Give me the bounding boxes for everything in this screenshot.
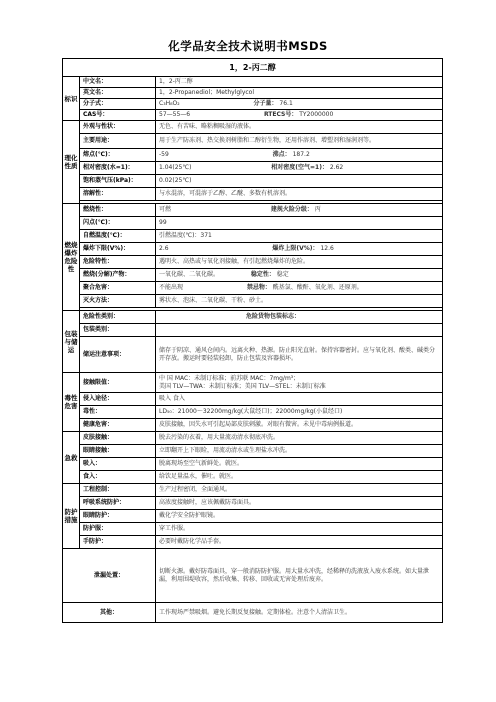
value-limit-cn: 中 国 MAC：未制订标准；前苏联 MAC：7mg/m³； — [159, 374, 300, 382]
label-use: 主要用途： — [80, 134, 156, 149]
value-en-name: 1，2-Propanediol；Methylglycol — [156, 88, 443, 99]
decomposition-row — [156, 269, 443, 282]
value-bp: 187.2 — [292, 151, 310, 158]
label-extinguish: 灭火方法： — [80, 295, 156, 308]
label-storage: 储运注意事项： — [80, 337, 156, 373]
label-health: 健康危害： — [80, 419, 156, 432]
value-spill: 切断火源。戴好防毒面具，穿一般消防防护服。用大量水冲洗，经稀释的洗液放入废水系统。如大量泄漏，利用围堤收容，然后收集、转移、回收或无害处理后废弃。 — [156, 549, 443, 603]
value-solubility: 与水混溶，可混溶于乙醇、乙醚、多数有机溶剂。 — [156, 188, 443, 201]
label-cas: CAS号： — [80, 110, 156, 121]
flammability-row — [156, 204, 443, 217]
section-firstaid: 急救 — [63, 432, 80, 484]
label-eye-protection: 眼睛防护： — [80, 510, 156, 523]
explosion-limits-row — [156, 243, 443, 256]
value-inhale: 脱离现场至空气新鲜处。就医。 — [156, 458, 443, 471]
label-polymerization: 聚合危害： — [80, 282, 156, 295]
label-bp: 沸点： — [272, 151, 291, 158]
label-other: 其他： — [63, 603, 156, 623]
label-fire-class: 建规火险分级： — [270, 206, 313, 213]
label-hazard: 危险特性： — [80, 256, 156, 269]
value-mp: -59 — [159, 151, 169, 158]
value-hand-protection: 必要时戴防化学品手套。 — [156, 536, 443, 549]
value-rtecs: TY2000000 — [299, 111, 334, 118]
value-storage: 储存于阴凉、通风仓间内。远离火种、热源。防止阳光直射。保持容器密封。应与氧化剂、酸类、碱类分开存放。搬运时要轻装轻卸，防止包装及容器损坏。 — [156, 337, 443, 373]
value-ingest: 给饮足量温水，催吐。就医。 — [156, 471, 443, 484]
value-eye: 立即翻开上下眼睑，用流动清水或生理盐水冲洗。 — [156, 445, 443, 458]
value-cn-name: 1，2-丙二醇 — [156, 77, 443, 88]
label-appearance: 外观与性状： — [80, 121, 156, 134]
value-cas: 57—55—6 — [159, 111, 191, 118]
value-eye-protection: 戴化学安全防护眼镜。 — [156, 510, 443, 523]
value-route: 吸入 食入 — [156, 393, 443, 406]
cas-row — [156, 110, 443, 121]
document-title: 化学品安全技术说明书MSDS — [168, 39, 328, 53]
exposure-limit-cell — [156, 373, 443, 393]
label-decomposition: 燃烧(分解)产物： — [80, 269, 156, 282]
label-inhale: 吸入： — [80, 458, 156, 471]
value-uel: 12.6 — [320, 245, 334, 252]
value-incompatible: 酰基氯、酸酐、氧化剂、还原剂。 — [272, 284, 363, 291]
label-cn-name: 中文名： — [80, 77, 156, 88]
label-mp: 熔点(℃)： — [80, 149, 156, 162]
value-vapor-pressure: 0.02(25℃) — [156, 175, 443, 188]
value-lel: 2.6 — [159, 245, 169, 252]
mp-row — [156, 149, 443, 162]
label-mw: 分子量： — [253, 100, 278, 107]
label-en-name: 英文名： — [80, 88, 156, 99]
value-appearance: 无色、有苦味、略粘稠吸湿的液体。 — [156, 121, 443, 134]
value-rel-density: 1.04(25℃) — [159, 164, 192, 171]
formula-row — [156, 99, 443, 110]
label-engineering: 工程控制： — [80, 484, 156, 497]
value-polymerization: 不能出现 — [159, 284, 184, 291]
value-hazard: 遇明火、高热或与氧化剂接触，有引起燃烧爆炸的危险。 — [156, 256, 443, 269]
value-limit-us: 美国 TLV—TWA：未制订标准；美国 TLV—STEL：未制订标准 — [159, 382, 326, 390]
label-exposure-limit: 接触限值： — [80, 373, 156, 393]
label-ingest: 食入： — [80, 471, 156, 484]
label-spill: 泄漏处置： — [63, 549, 156, 603]
label-eye: 眼睛接触： — [80, 445, 156, 458]
label-formula: 分子式： — [80, 99, 156, 110]
section-toxic: 毒性危害 — [63, 373, 80, 432]
value-toxicity: LD₅₀：21000～32200mg/kg(大鼠经口)；22000mg/kg(小鼠经口) — [156, 406, 443, 419]
label-rel-density: 相对密度(水=1)： — [80, 162, 156, 175]
hazard-mark-cell — [156, 311, 443, 324]
label-hazard-class: 危险性类别： — [80, 311, 156, 324]
label-lel: 爆炸下限(V%)： — [80, 243, 156, 256]
label-solubility: 溶解性： — [80, 188, 156, 201]
section-package: 包装与储运 — [63, 311, 80, 373]
section-fire: 燃烧爆炸危险性 — [63, 204, 80, 311]
substance-header: 1，2-丙二醇 — [63, 59, 443, 77]
value-respiratory: 高浓度接触时，应该佩戴防毒面具。 — [156, 497, 443, 510]
value-skin: 脱去污染的衣着，用大量流动清水彻底冲洗。 — [156, 432, 443, 445]
value-stability: 稳定 — [276, 271, 289, 278]
label-route: 侵入途径： — [80, 393, 156, 406]
value-body-protection: 穿工作服。 — [156, 523, 443, 536]
value-formula: C₃H₈O₂ — [159, 100, 180, 107]
label-vapor-pressure: 饱和蒸气压(kPa)： — [80, 175, 156, 188]
label-hazard-mark: 危险货物包装标志： — [246, 313, 301, 320]
label-uel: 爆炸上限(V%)： — [272, 245, 319, 252]
value-mw: 76.1 — [279, 100, 293, 107]
value-extinguish: 雾状水、泡沫、二氧化碳、干粉、砂土。 — [156, 295, 443, 308]
value-other: 工作现场严禁吸烟。避免长期反复接触。定期体检。注意个人清洁卫生。 — [156, 603, 443, 623]
label-incompatible: 禁忌物： — [246, 284, 271, 291]
value-use: 用于生产防冻剂、热交换剂树脂和二醇衍生物，还用作溶剂、增塑剂和湿润剂等。 — [156, 134, 443, 149]
label-vap-density: 相对密度(空气=1)： — [271, 164, 328, 171]
value-flash-point: 99 — [156, 217, 443, 230]
value-engineering: 生产过程密闭，全面通风。 — [156, 484, 443, 497]
label-toxicity: 毒性： — [80, 406, 156, 419]
value-flammability: 可燃 — [159, 206, 172, 213]
section-identity: 标识 — [63, 77, 80, 121]
value-pack-class — [156, 324, 443, 337]
label-autoignition: 自燃温度(℃)： — [80, 230, 156, 243]
label-skin: 皮肤接触： — [80, 432, 156, 445]
value-fire-class: 丙 — [314, 206, 321, 213]
label-hand-protection: 手防护： — [80, 536, 156, 549]
label-rtecs: RTECS号： — [263, 111, 298, 118]
label-flammability: 燃烧性： — [80, 204, 156, 217]
value-health: 皮肤接触，因失水可引起局部皮肤刺激。对眼有微害。未见中毒病例报道。 — [156, 419, 443, 432]
density-row — [156, 162, 443, 175]
label-respiratory: 呼吸系统防护： — [80, 497, 156, 510]
value-decomposition: 一氧化碳、二氧化碳。 — [159, 271, 220, 278]
label-stability: 稳定性： — [250, 271, 275, 278]
label-pack-class: 包装类别： — [80, 324, 156, 337]
label-body-protection: 防护服： — [80, 523, 156, 536]
msds-table — [62, 58, 443, 623]
polymerization-row — [156, 282, 443, 295]
section-physchem: 理化性质 — [63, 121, 80, 204]
value-vap-density: 2.62 — [329, 164, 344, 171]
section-protect: 防护措施 — [63, 484, 80, 549]
label-flash-point: 闪点(℃)： — [80, 217, 156, 230]
value-autoignition: 引燃温度(℃)：371 — [156, 230, 443, 243]
